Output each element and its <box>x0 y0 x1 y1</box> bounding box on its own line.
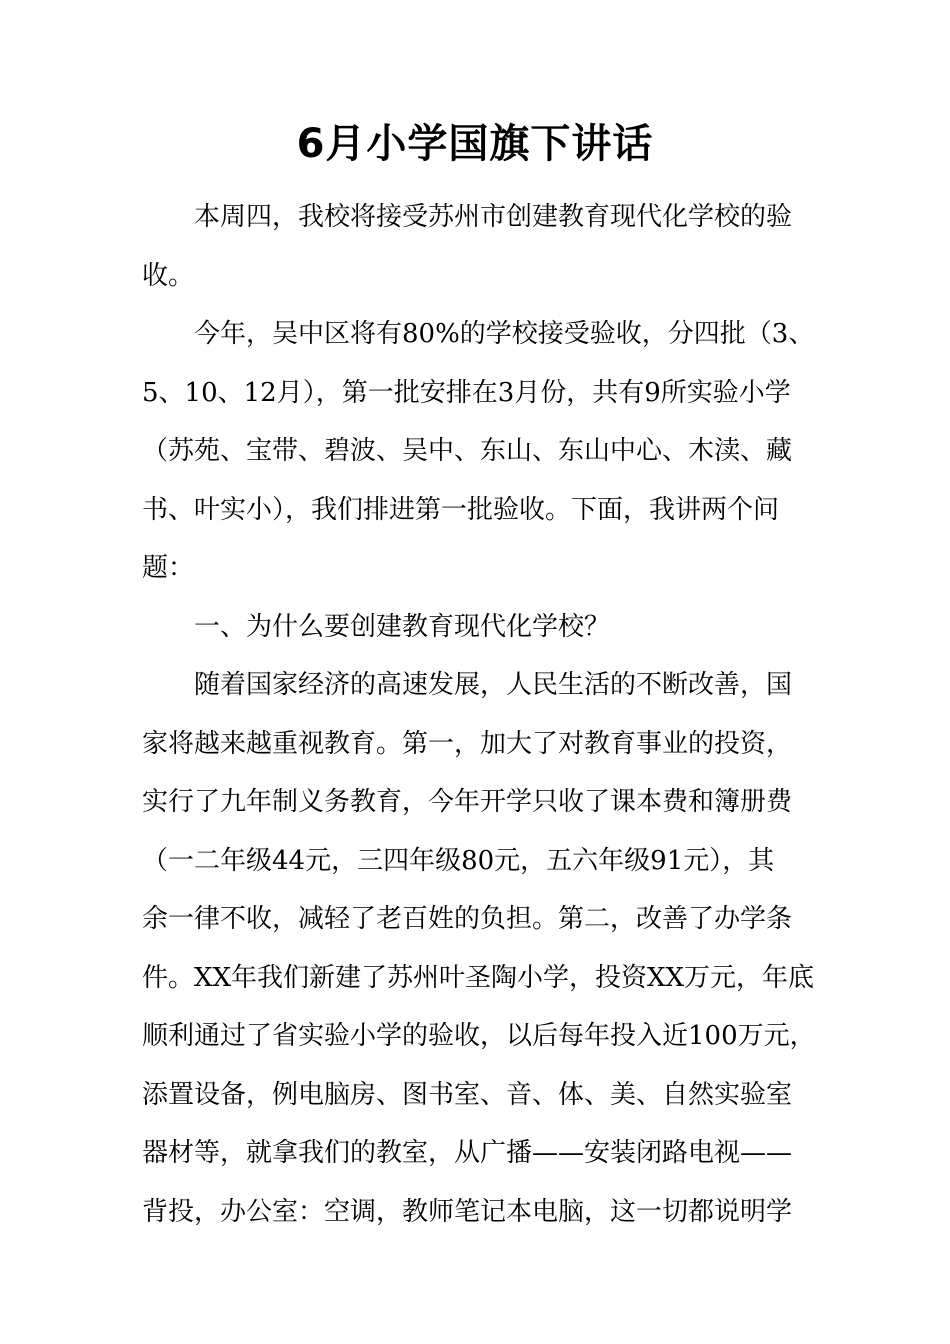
paragraph-line: 随着国家经济的高速发展，人民生活的不断改善，国 <box>194 670 793 700</box>
paragraph-line: 书、叶实小），我们排进第一批验收。下面，我讲两个问 <box>142 494 780 525</box>
paragraph-line: 件。XX年我们新建了苏州叶圣陶小学，投资XX万元，年底 <box>142 962 815 993</box>
paragraph-line: 今年，吴中区将有80%的学校接受验收，分四批（3、 <box>194 319 815 349</box>
document-body <box>142 188 816 1241</box>
document-title: 6月小学国旗下讲话 <box>296 121 654 167</box>
paragraph-line: 背投，办公室：空调，教师笔记本电脑，这一切都说明学 <box>142 1196 793 1227</box>
paragraph-line: 家将越来越重视教育。第一，加大了对教育事业的投资， <box>142 728 793 759</box>
paragraph-line: 本周四，我校将接受苏州市创建教育现代化学校的验 <box>194 202 793 232</box>
paragraph-line: 题： <box>142 553 195 583</box>
paragraph-line: 收。 <box>142 260 195 291</box>
section-heading: 一、为什么要创建教育现代化学校？ <box>194 611 611 642</box>
paragraph-line: 顺利通过了省实验小学的验收，以后每年投入近100万元， <box>142 1021 816 1051</box>
paragraph-line: 实行了九年制义务教育，今年开学只收了课本费和簿册费 <box>142 787 793 817</box>
paragraph-line: 添置设备，例电脑房、图书室、音、体、美、自然实验室 <box>142 1079 793 1110</box>
paragraph-line: （苏苑、宝带、碧波、吴中、东山、东山中心、木渎、藏 <box>142 436 793 466</box>
paragraph-line: 余一律不收，减轻了老百姓的负担。第二，改善了办学条 <box>142 904 793 934</box>
paragraph-line: （一二年级44元，三四年级80元，五六年级91元），其 <box>142 845 775 876</box>
paragraph-line: 5、10、12月），第一批安排在3月份，共有9所实验小学 <box>142 377 791 408</box>
paragraph-line: 器材等，就拿我们的教室，从广播——安装闭路电视—— <box>142 1138 793 1168</box>
